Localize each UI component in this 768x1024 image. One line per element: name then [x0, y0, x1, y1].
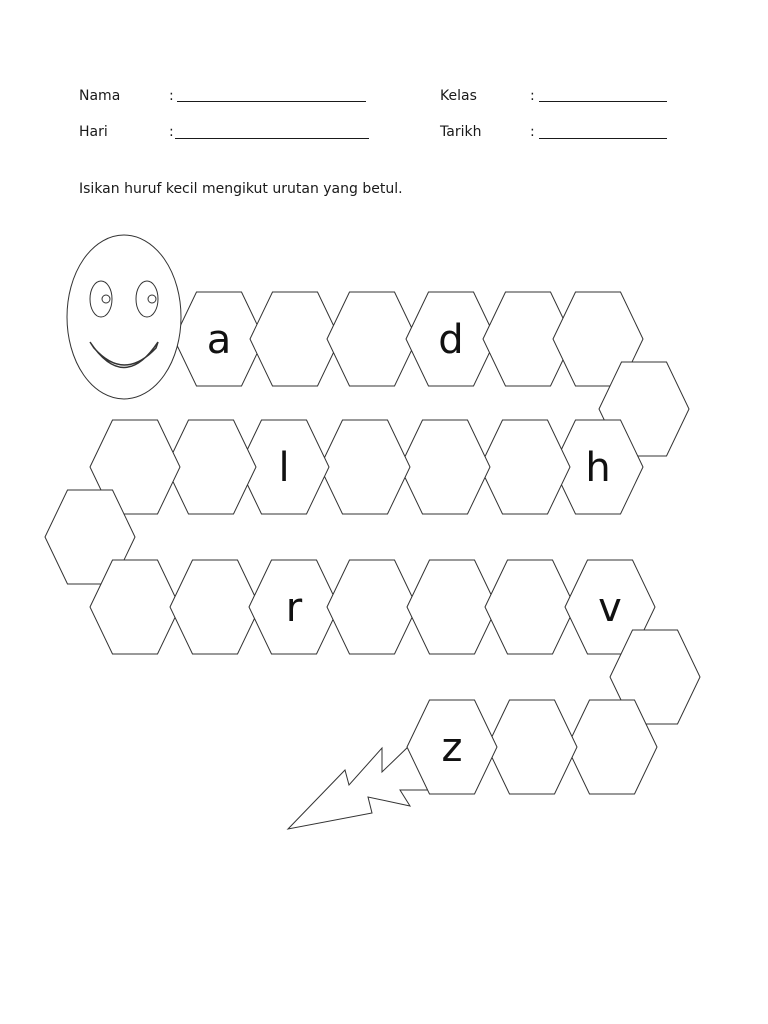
left-eye-icon: [90, 281, 112, 317]
worm-cell[interactable]: [327, 292, 417, 386]
kelas-label: Kelas: [440, 88, 477, 104]
cell-letter: r: [285, 585, 303, 631]
cell-letter: h: [585, 445, 611, 491]
nama-label: Nama: [79, 88, 121, 104]
cell-letter: d: [438, 317, 464, 363]
worm-cell[interactable]: [320, 420, 410, 514]
worm-cell[interactable]: [485, 560, 575, 654]
right-eye-icon: [136, 281, 158, 317]
worm-cell[interactable]: [407, 560, 497, 654]
cell-letter: l: [278, 445, 290, 491]
worm-head-smiley-face: [67, 235, 181, 399]
kelas-colon: :: [530, 88, 535, 104]
worm-cell[interactable]: [327, 560, 417, 654]
tarikh-label: Tarikh: [440, 124, 482, 140]
cell-letter: v: [598, 585, 622, 631]
hari-label: Hari: [79, 124, 108, 140]
cell-letter: a: [206, 317, 232, 363]
worm-tail-lightning: [288, 745, 432, 829]
nama-colon: :: [169, 88, 174, 104]
hari-colon: :: [169, 124, 174, 140]
cell-letter: z: [441, 725, 463, 771]
worm-cell[interactable]: [400, 420, 490, 514]
worm-cell[interactable]: [487, 700, 577, 794]
instruction-text: Isikan huruf kecil mengikut urutan yang betul.: [79, 181, 403, 197]
worm-cell[interactable]: [170, 560, 260, 654]
worm-cell[interactable]: [480, 420, 570, 514]
tarikh-colon: :: [530, 124, 535, 140]
